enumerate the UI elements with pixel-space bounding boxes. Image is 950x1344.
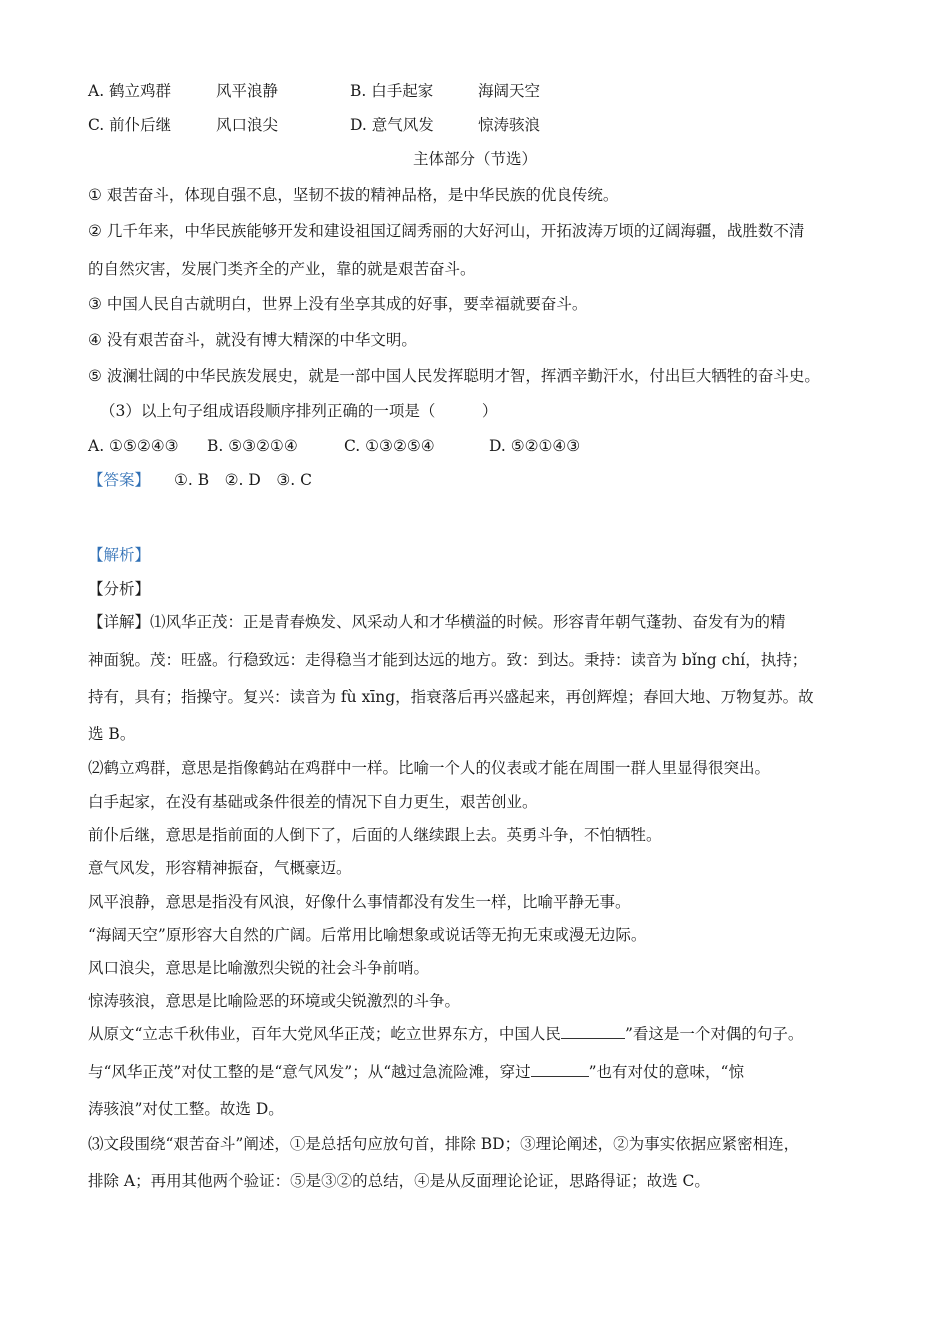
q2-option-c-second: 风口浪尖 <box>216 116 279 134</box>
analysis-line: ⑵鹤立鸡群，意思是指像鹤站在鸡群中一样。比喻一个人的仪表或才能在周围一群人里显得很突出。 <box>88 759 771 777</box>
analysis-para-2 <box>88 1062 744 1082</box>
analysis-para-2-a: 与“风华正茂”对仗工整的是“意气风发”；从“越过急流险滩，穿过 <box>88 1063 531 1081</box>
sentence-4: ④ 没有艰苦奋斗，就没有博大精深的中华文明。 <box>88 331 417 349</box>
analysis-line: 神面貌。茂：旺盛。行稳致远：走得稳当才能到达远的地方。致：到达。秉持：读音为 bǐng chí，执持； <box>88 651 808 669</box>
sentence-3: ③ 中国人民自古就明白，世界上没有坐享其成的好事，要幸福就要奋斗。 <box>88 295 588 313</box>
analysis-para-4: ⑶文段围绕“艰苦奋斗”阐述，①是总括句应放句首，排除 BD；③理论阐述，②为事实依据应紧密相连， <box>88 1135 800 1153</box>
answer-tag: 【答案】 <box>88 471 151 489</box>
analysis-para-1-b: ”看这是一个对偶的句子。 <box>624 1025 804 1043</box>
analysis-line: “海阔天空”原形容大自然的广阔。后常用比喻想象或说话等无拘无束或漫无边际。 <box>88 926 647 944</box>
q2-option-a-second: 风平浪静 <box>216 82 279 100</box>
sentence-5: ⑤ 波澜壮阔的中华民族发展史，就是一部中国人民发挥聪明才智，挥洒辛勤汗水，付出巨大牺牲的奋斗史。 <box>88 367 820 385</box>
section-title: 主体部分（节选） <box>412 150 537 168</box>
analysis-line: 惊涛骇浪，意思是比喻险恶的环境或尖锐激烈的斗争。 <box>88 992 461 1010</box>
q3-option-d: D. ⑤②①④③ <box>489 437 581 455</box>
fill-blank <box>561 1024 625 1039</box>
analysis-line: 风口浪尖，意思是比喻激烈尖锐的社会斗争前哨。 <box>88 959 430 977</box>
sentence-1: ① 艰苦奋斗，体现自强不息，坚韧不拔的精神品格，是中华民族的优良传统。 <box>88 186 619 204</box>
q3-option-a: A. ①⑤②④③ <box>88 437 179 455</box>
answer-values: ①. B ②. D ③. C <box>174 471 312 489</box>
q3-option-c: C. ①③②⑤④ <box>344 437 435 455</box>
q2-option-b-second: 海阔天空 <box>478 82 541 100</box>
analysis-para-1-a: 从原文“立志千秋伟业，百年大党风华正茂；屹立世界东方，中国人民 <box>88 1025 561 1043</box>
analysis-para-2-b: ”也有对仗的意味，“惊 <box>588 1063 744 1081</box>
analysis-line: 白手起家，在没有基础或条件很差的情况下自力更生，艰苦创业。 <box>88 793 538 811</box>
q3-question: （3）以上句子组成语段顺序排列正确的一项是（ ） <box>100 402 498 420</box>
q2-option-b: B. 白手起家 <box>350 82 434 100</box>
sentence-2-cont: 的自然灾害，发展门类齐全的产业，靠的就是艰苦奋斗。 <box>88 260 476 278</box>
fill-blank <box>531 1062 589 1077</box>
analysis-para-3: 涛骇浪”对仗工整。故选 D。 <box>88 1100 284 1118</box>
q2-option-d-second: 惊涛骇浪 <box>478 116 541 134</box>
analysis-line: 前仆后继，意思是指前面的人倒下了，后面的人继续跟上去。英勇斗争，不怕牺牲。 <box>88 826 662 844</box>
q2-option-d: D. 意气风发 <box>350 116 434 134</box>
analysis-para-1 <box>88 1024 803 1044</box>
analysis-line: 意气风发，形容精神振奋，气概豪迈。 <box>88 859 352 877</box>
analysis-fenxi: 【分析】 <box>88 580 151 598</box>
analysis-line: 选 B。 <box>88 725 136 743</box>
q3-option-b: B. ⑤③②①④ <box>207 437 298 455</box>
analysis-line: 持有，具有；指操守。复兴：读音为 fù xīng，指衰落后再兴盛起来，再创辉煌；春回大地、万物复苏。故 <box>88 688 814 706</box>
analysis-tag: 【解析】 <box>88 546 151 564</box>
sentence-2: ② 几千年来，中华民族能够开发和建设祖国辽阔秀丽的大好河山，开拓波涛万顷的辽阔海疆，战胜数不清 <box>88 222 805 240</box>
q2-option-c: C. 前仆后继 <box>88 116 172 134</box>
analysis-line: 风平浪静，意思是指没有风浪，好像什么事情都没有发生一样，比喻平静无事。 <box>88 893 631 911</box>
analysis-line: 【详解】⑴风华正茂：正是青春焕发、风采动人和才华横溢的时候。形容青年朝气蓬勃、奋发有为的精 <box>88 613 786 631</box>
q2-option-a: A. 鹤立鸡群 <box>88 82 172 100</box>
analysis-para-5: 排除 A；再用其他两个验证：⑤是③②的总结，④是从反面理论论证，思路得证；故选 C。 <box>88 1172 710 1190</box>
